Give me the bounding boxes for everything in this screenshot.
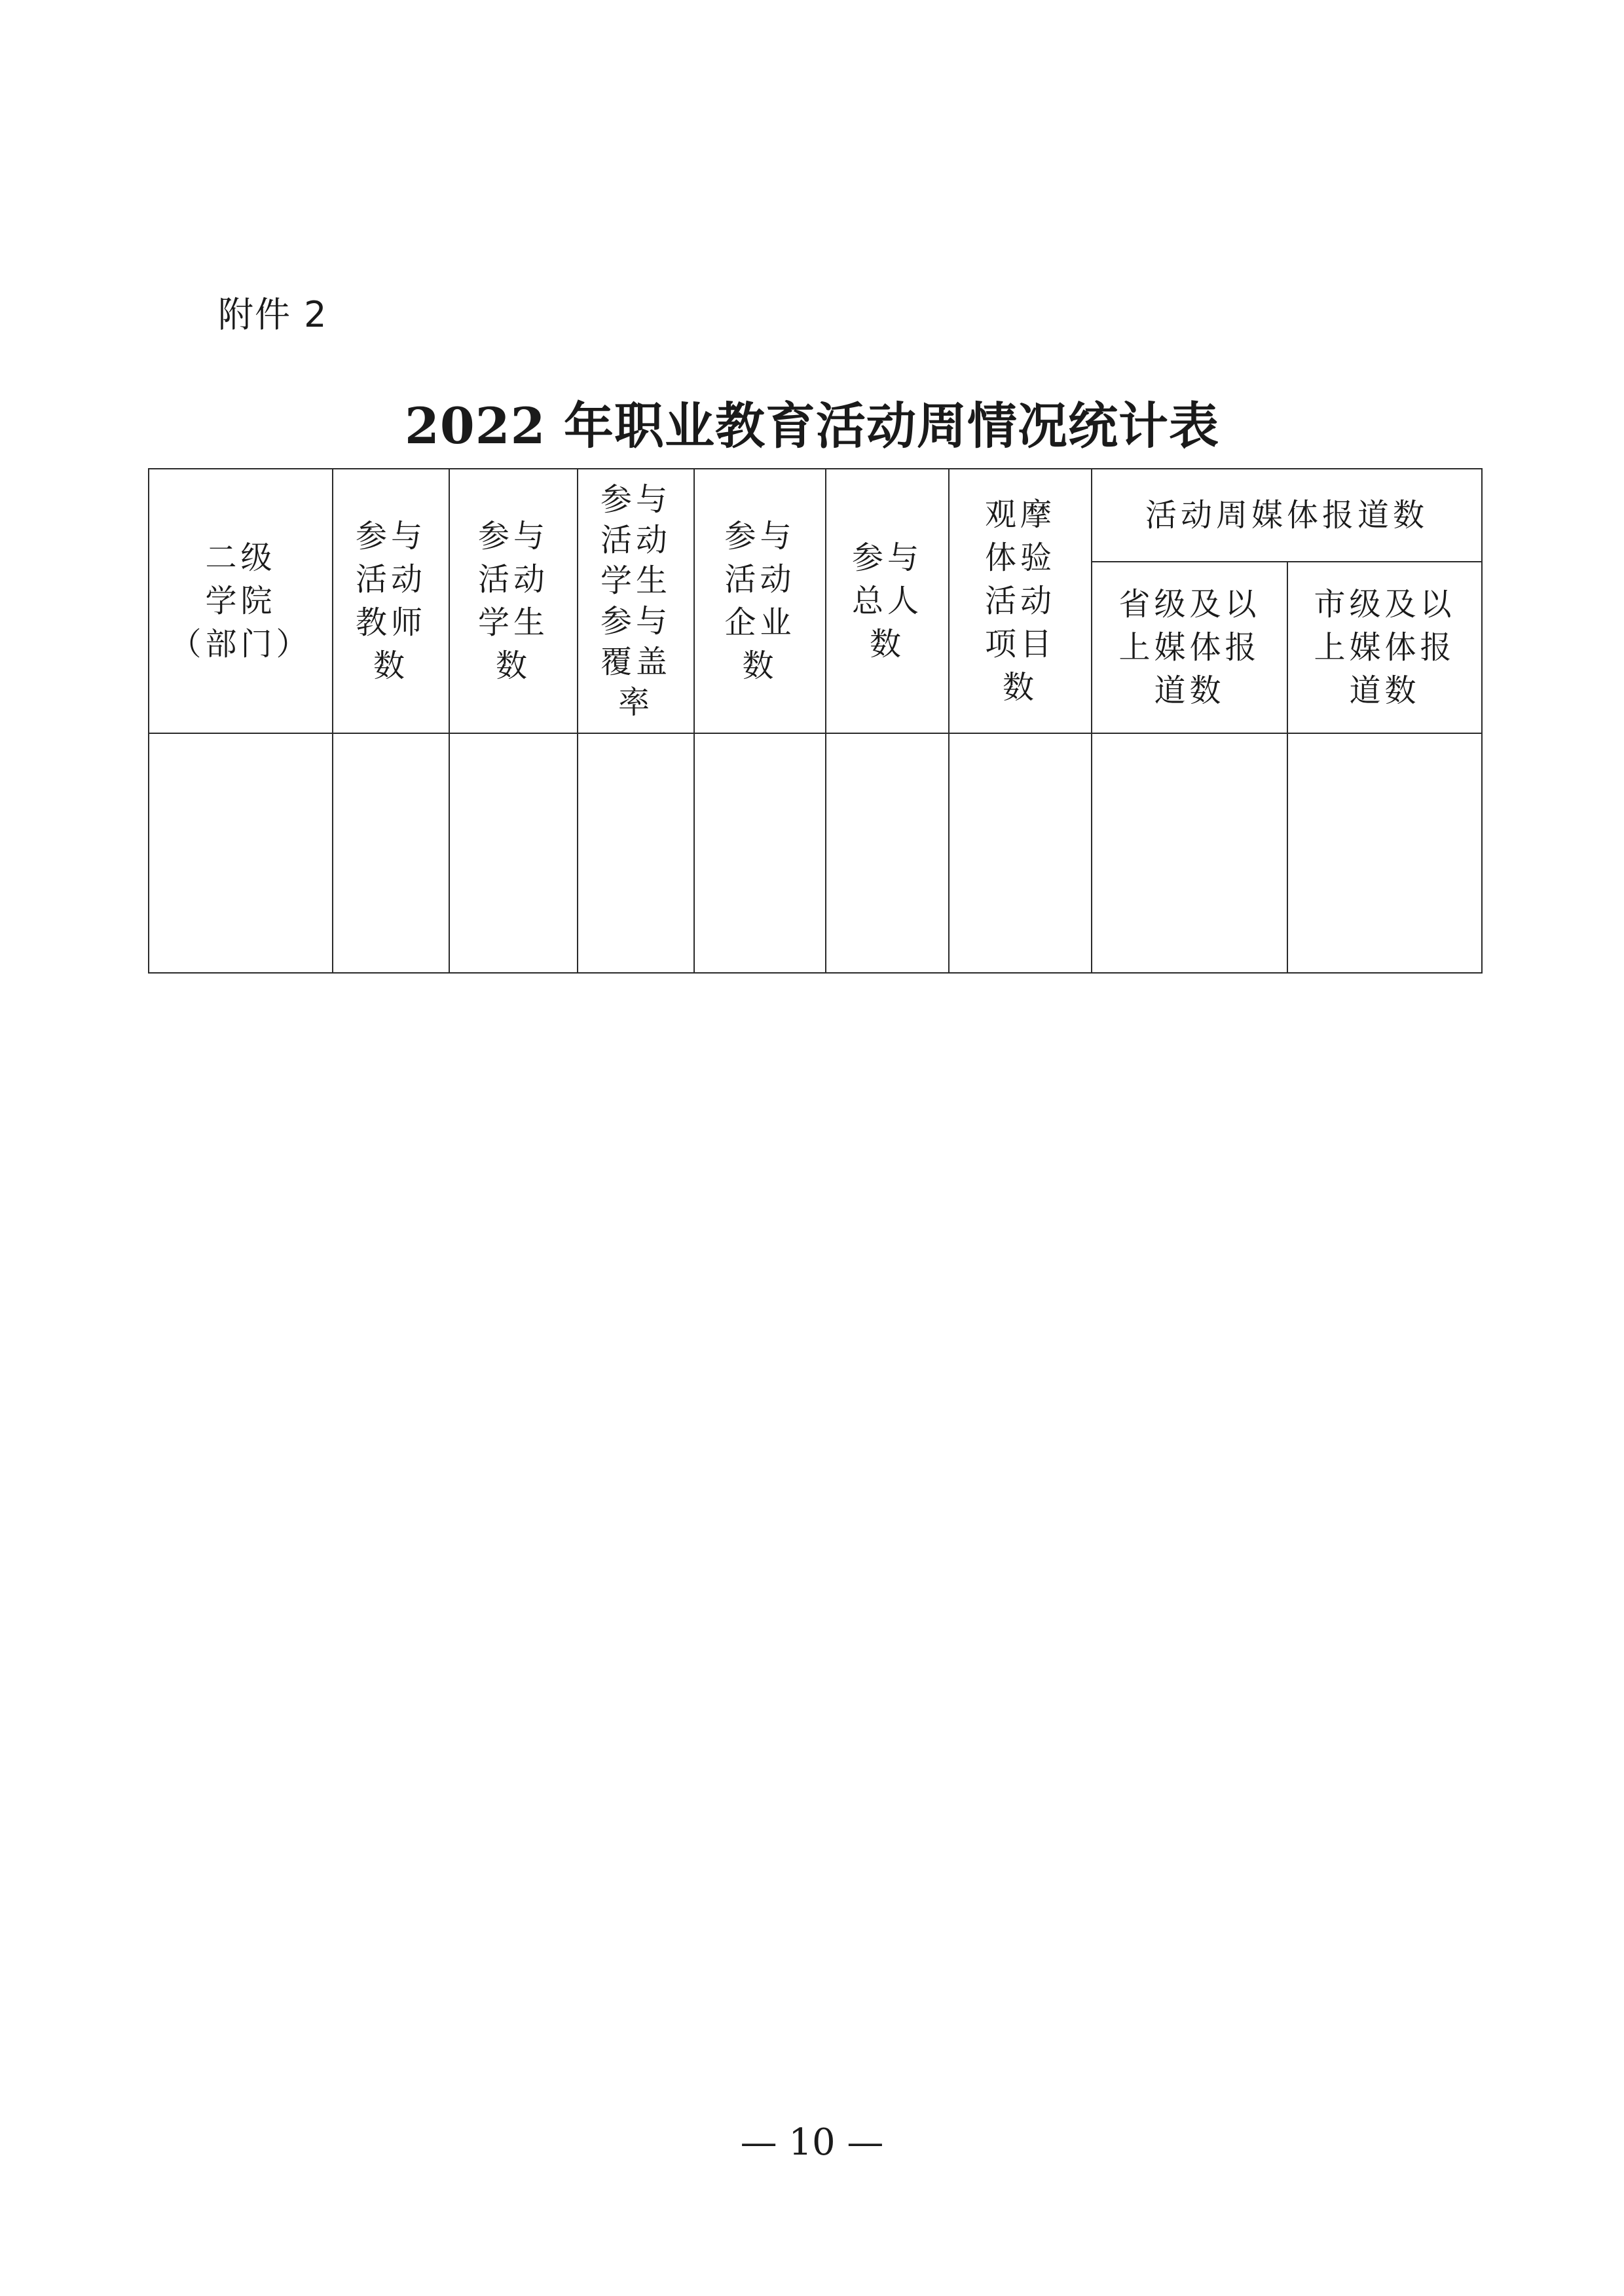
cell-total-participants[interactable] (826, 733, 949, 973)
cell-teachers[interactable] (333, 733, 449, 973)
header-enterprises: 参与 活动 企业 数 (694, 469, 826, 733)
page-title: 2022 年职业教育活动周情况统计表 (405, 397, 1219, 455)
cell-observation-projects[interactable] (949, 733, 1092, 973)
header-municipal-media: 市级及以 上媒体报 道数 (1287, 562, 1482, 733)
header-department: 二级 学院 （部门） (149, 469, 333, 733)
table-row (149, 733, 1482, 973)
cell-municipal-media[interactable] (1287, 733, 1482, 973)
header-provincial-media: 省级及以 上媒体报 道数 (1092, 562, 1287, 733)
header-student-coverage: 参与 活动 学生 参与 覆盖 率 (578, 469, 694, 733)
cell-department[interactable] (149, 733, 333, 973)
header-students: 参与 活动 学生 数 (449, 469, 578, 733)
statistics-table (148, 468, 1483, 974)
header-media-reports: 活动周媒体报道数 (1092, 469, 1482, 562)
attachment-label: 附件 2 (218, 294, 328, 335)
cell-provincial-media[interactable] (1092, 733, 1287, 973)
cell-student-coverage[interactable] (578, 733, 694, 973)
header-teachers: 参与 活动 教师 数 (333, 469, 449, 733)
header-total-participants: 参与 总人 数 (826, 469, 949, 733)
header-observation-projects: 观摩 体验 活动 项目 数 (949, 469, 1092, 733)
cell-enterprises[interactable] (694, 733, 826, 973)
cell-students[interactable] (449, 733, 578, 973)
page-number: — 10 — (740, 2121, 884, 2164)
